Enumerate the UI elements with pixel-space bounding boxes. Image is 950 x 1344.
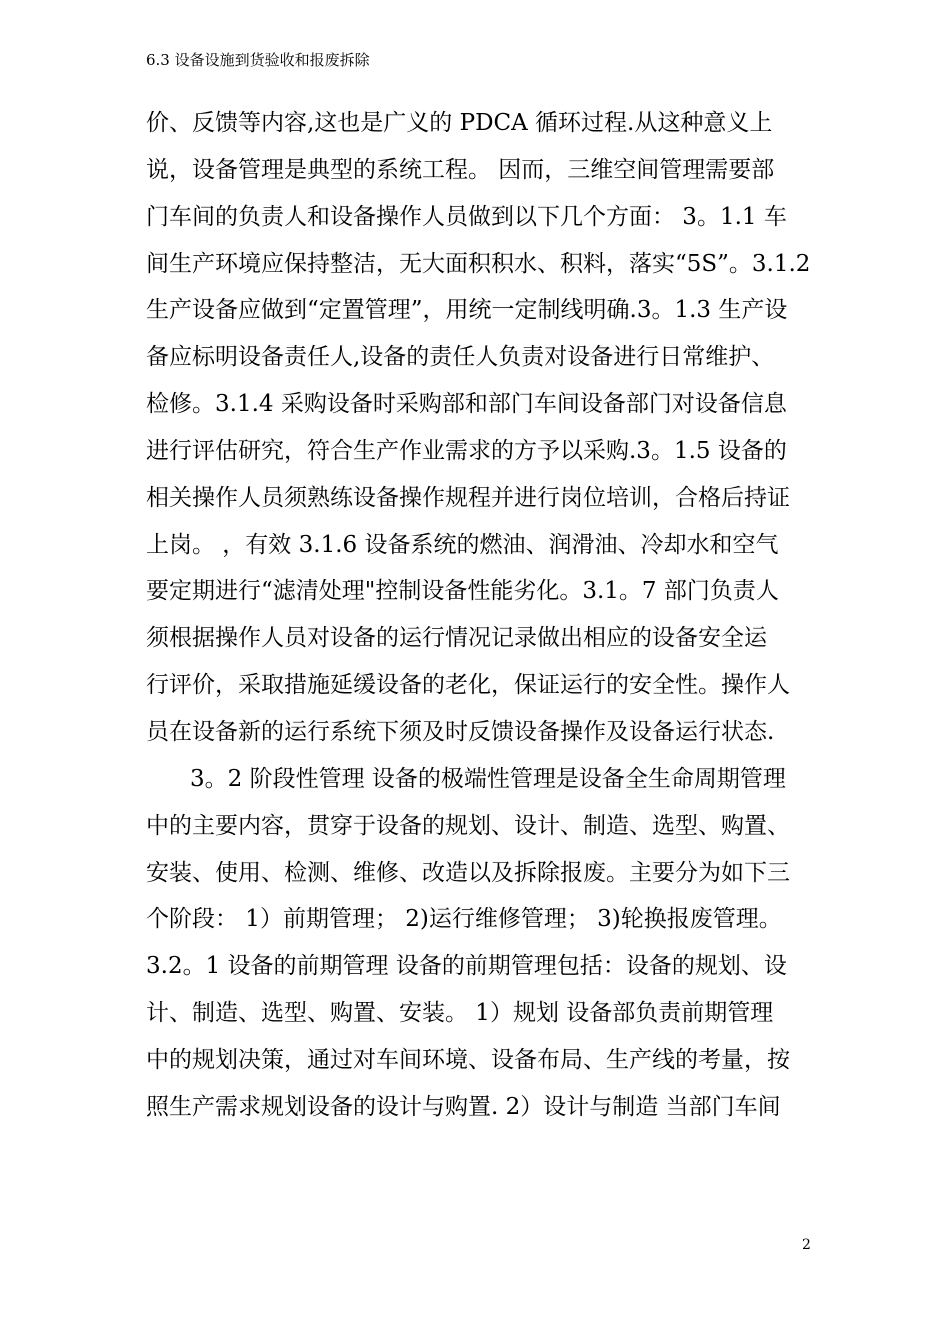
text-line: 计、制造、选型、购置、安装。 1）规划 设备部负责前期管理 [146,1000,774,1027]
text-line: 3.2。1 设备的前期管理 设备的前期管理包括：设备的规划、设 [146,953,787,980]
text-line: 中的规划决策，通过对车间环境、设备布局、生产线的考量，按 [146,1046,790,1073]
text-line: 说，设备管理是典型的系统工程。 因而，三维空间管理需要部 [146,156,775,183]
text-line: 要定期进行“滤清处理"控制设备性能劣化。3.1。7 部门负责人 [146,578,779,605]
text-line: 进行评估研究，符合生产作业需求的方予以采购.3。1.5 设备的 [146,437,787,464]
text-line: 照生产需求规划设备的设计与购置. 2）设计与制造 当部门车间 [146,1093,781,1120]
text-line: 个阶段： 1）前期管理； 2)运行维修管理； 3)轮换报废管理。 [146,906,782,933]
text-line: 行评价，采取措施延缓设备的老化，保证运行的安全性。操作人 [146,672,790,699]
text-line: 间生产环境应保持整洁，无大面积积水、积料，落实“5S”。3.1.2 [146,250,811,277]
text-line: 相关操作人员须熟练设备操作规程并进行岗位培训，合格后持证 [146,484,790,511]
text-line: 中的主要内容，贯穿于设备的规划、设计、制造、选型、购置、 [146,812,790,839]
paragraph-start-line: 3。2 阶段性管理 设备的极端性管理是设备全生命周期管理 [190,765,786,792]
page-number: 2 [802,1237,811,1253]
text-line: 价、反馈等内容,这也是广义的 PDCA 循环过程.从这种意义上 [146,110,773,136]
text-line: 须根据操作人员对设备的运行情况记录做出相应的设备安全运 [146,625,767,652]
body-text [146,103,826,1134]
text-line: 上岗。 ，有效 3.1.6 设备系统的燃油、润滑油、冷却水和空气 [146,531,779,558]
page-header: 6.3 设备设施到货验收和报废拆除 [146,51,370,69]
text-line: 生产设备应做到“定置管理”，用统一定制线明确.3。1.3 生产设 [146,297,788,324]
text-line: 安装、使用、检测、维修、改造以及拆除报废。主要分为如下三 [146,859,790,886]
text-line: 员在设备新的运行系统下须及时反馈设备操作及设备运行状态. [146,718,775,745]
text-line: 门车间的负责人和设备操作人员做到以下几个方面： 3。1.1 车 [146,203,787,230]
text-line: 备应标明设备责任人,设备的责任人负责对设备进行日常维护、 [146,344,775,371]
text-line: 检修。3.1.4 采购设备时采购部和部门车间设备部门对设备信息 [146,391,787,418]
